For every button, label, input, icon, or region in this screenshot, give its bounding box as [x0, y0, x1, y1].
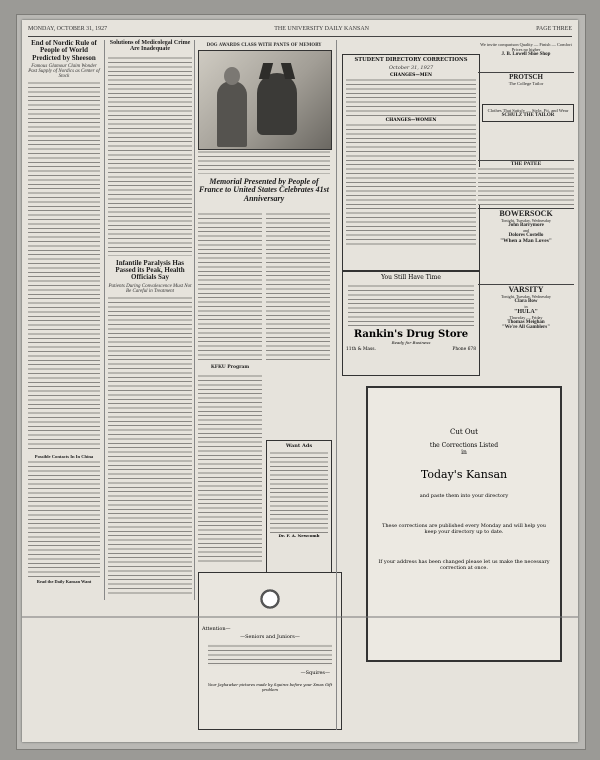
cutout-line: If your address has been changed please let us make the necessary correction at once. — [378, 559, 550, 571]
attention-footer: Your Jayhawker pictures made by Squires before your Xmas Gift problem — [207, 682, 333, 692]
ad-patee — [478, 160, 574, 205]
article-body — [198, 212, 262, 362]
dog-photo — [198, 50, 332, 150]
cutout-notice — [366, 386, 562, 662]
ad-text: John Barrymore — [508, 223, 544, 228]
column-1 — [28, 40, 100, 584]
corrections-title: STUDENT DIRECTORY CORRECTIONS — [354, 57, 468, 63]
cut-out: Cut Out — [450, 428, 478, 436]
ad-text: J. B. Lowell Shoe Shop — [501, 52, 551, 57]
kfku-program: KFKU Program — [210, 365, 250, 370]
man-head — [224, 67, 240, 85]
ad-text: Clothes That Satisfy — Style, Fit, and Wear — [487, 108, 569, 113]
cutout-line: the Corrections Listed — [429, 442, 499, 449]
ad-body — [348, 284, 474, 326]
attention-ad — [198, 572, 342, 730]
ad-protsch — [478, 72, 574, 86]
squires-label: —Squires— — [300, 670, 330, 676]
article-body — [108, 296, 192, 596]
ad-lowell — [478, 42, 574, 57]
man-figure — [217, 81, 247, 147]
paper-name: THE UNIVERSITY DAILY KANSAN — [274, 26, 369, 32]
headline-memorial: Memorial Presented by People of France to United States Celebrates 41st Anniversary — [199, 177, 329, 203]
changes-men: CHANGES—MEN — [390, 73, 432, 79]
headline-infantile: Infantile Paralysis Has Passed its Peak, Health Officials Say — [115, 258, 185, 282]
directory-corrections — [342, 54, 480, 272]
ad-text: BOWERSOCK — [499, 209, 553, 218]
ad-schulz — [482, 104, 574, 122]
subhead-nordic: Famous Glamour Claim Wonder Past Supply of Nordics as Center of Stock — [28, 64, 100, 80]
column-2 — [108, 40, 192, 596]
ad-text: The College Tailor — [508, 81, 544, 86]
ad-text: PROTSCH — [509, 73, 543, 81]
headline-solutions: Solutions of Medicolegal Crime Are Inadequate — [109, 40, 191, 53]
attention-body — [208, 644, 332, 666]
store-address: 11th & Mass. — [346, 347, 376, 352]
corrections-date: October 31, 1927 — [388, 65, 434, 72]
dog-figure — [257, 73, 297, 135]
optometrist-ad: Dr. F. A. Newcomb — [278, 533, 320, 539]
todays-kansan: Today's Kansan — [420, 468, 508, 481]
ad-text: SCHULZ THE TAILOR — [501, 113, 555, 118]
article-body — [266, 212, 330, 362]
newspaper-page — [22, 20, 578, 742]
ad-text: Clara Bow — [514, 299, 538, 304]
column-rule — [194, 40, 195, 600]
photo-caption — [198, 150, 330, 174]
ad-text: We invite comparison Quality — Finish — Comfort Prices no higher — [480, 42, 572, 52]
ad-text: "When a Man Loves" — [500, 238, 552, 244]
ad-text: "HULA" — [514, 309, 538, 315]
headline-possible: Possible Contacts In In China — [34, 454, 94, 460]
changes-women: CHANGES—WOMEN — [385, 118, 437, 124]
article-body — [108, 56, 192, 256]
cutout-line: These corrections are published every Monday and will help you keep your directory up to date. — [381, 523, 547, 535]
ad-text: Tonight, Tuesday, Wednesday — [501, 218, 551, 223]
photo-title: DOG AWARDS CLASS WITH PANTS OF MEMORY — [206, 42, 322, 47]
column-rule — [104, 40, 105, 600]
column-rule — [336, 40, 337, 730]
want-ads-title: Want Ads — [285, 443, 313, 449]
article-body — [28, 460, 100, 578]
store-tagline: Ready for Business — [391, 340, 431, 345]
ad-body — [478, 167, 574, 205]
memorial-article — [198, 178, 330, 203]
ad-text: in — [524, 304, 528, 309]
ad-text: Thursday — Friday — [509, 315, 543, 320]
ad-text: VARSITY — [508, 285, 544, 294]
directory-list — [346, 78, 476, 116]
ad-text: "We're All Gamblers" — [502, 325, 550, 330]
ads-body — [270, 451, 328, 533]
ad-varsity — [478, 284, 574, 330]
ad-text: Tonight, Tuesday, Wednesday — [501, 294, 551, 299]
ad-bowersock — [478, 208, 574, 244]
store-name: Rankin's Drug Store — [353, 329, 469, 340]
ad-text: and — [522, 228, 530, 233]
subhead-infantile: Patients During Convalescence Must Not Be Careful in Treatment — [108, 283, 192, 294]
cartoon-icon — [253, 582, 287, 616]
store-phone: Phone 678 — [452, 347, 476, 352]
rankins-ad — [342, 270, 480, 376]
masthead-bar — [28, 26, 572, 37]
issue-date: MONDAY, OCTOBER 31, 1927 — [28, 26, 108, 32]
seniors-juniors: —Seniors and Juniors— — [240, 634, 300, 640]
page-fold — [22, 616, 578, 618]
article-body — [198, 374, 262, 564]
attention-label: Attention— — [202, 626, 231, 632]
article-body — [28, 81, 100, 451]
ad-text: Dolores Costello — [508, 233, 544, 238]
directory-list — [346, 123, 476, 247]
ad-text: THE PATEE — [510, 161, 542, 167]
ad-text: Thomas Meighan — [507, 320, 545, 325]
headline-nordic: End of Nordic Rule of People of World Predicted by Sheeson — [31, 39, 97, 62]
headline-read: Read the Daily Kansan Want — [36, 578, 92, 584]
want-ads-box — [266, 440, 332, 574]
cutout-line: in — [461, 449, 467, 456]
page-number: PAGE THREE — [536, 26, 572, 32]
cutout-line: and paste them into your directory — [419, 493, 509, 499]
ad-headline: You Still Have Time — [381, 274, 441, 281]
